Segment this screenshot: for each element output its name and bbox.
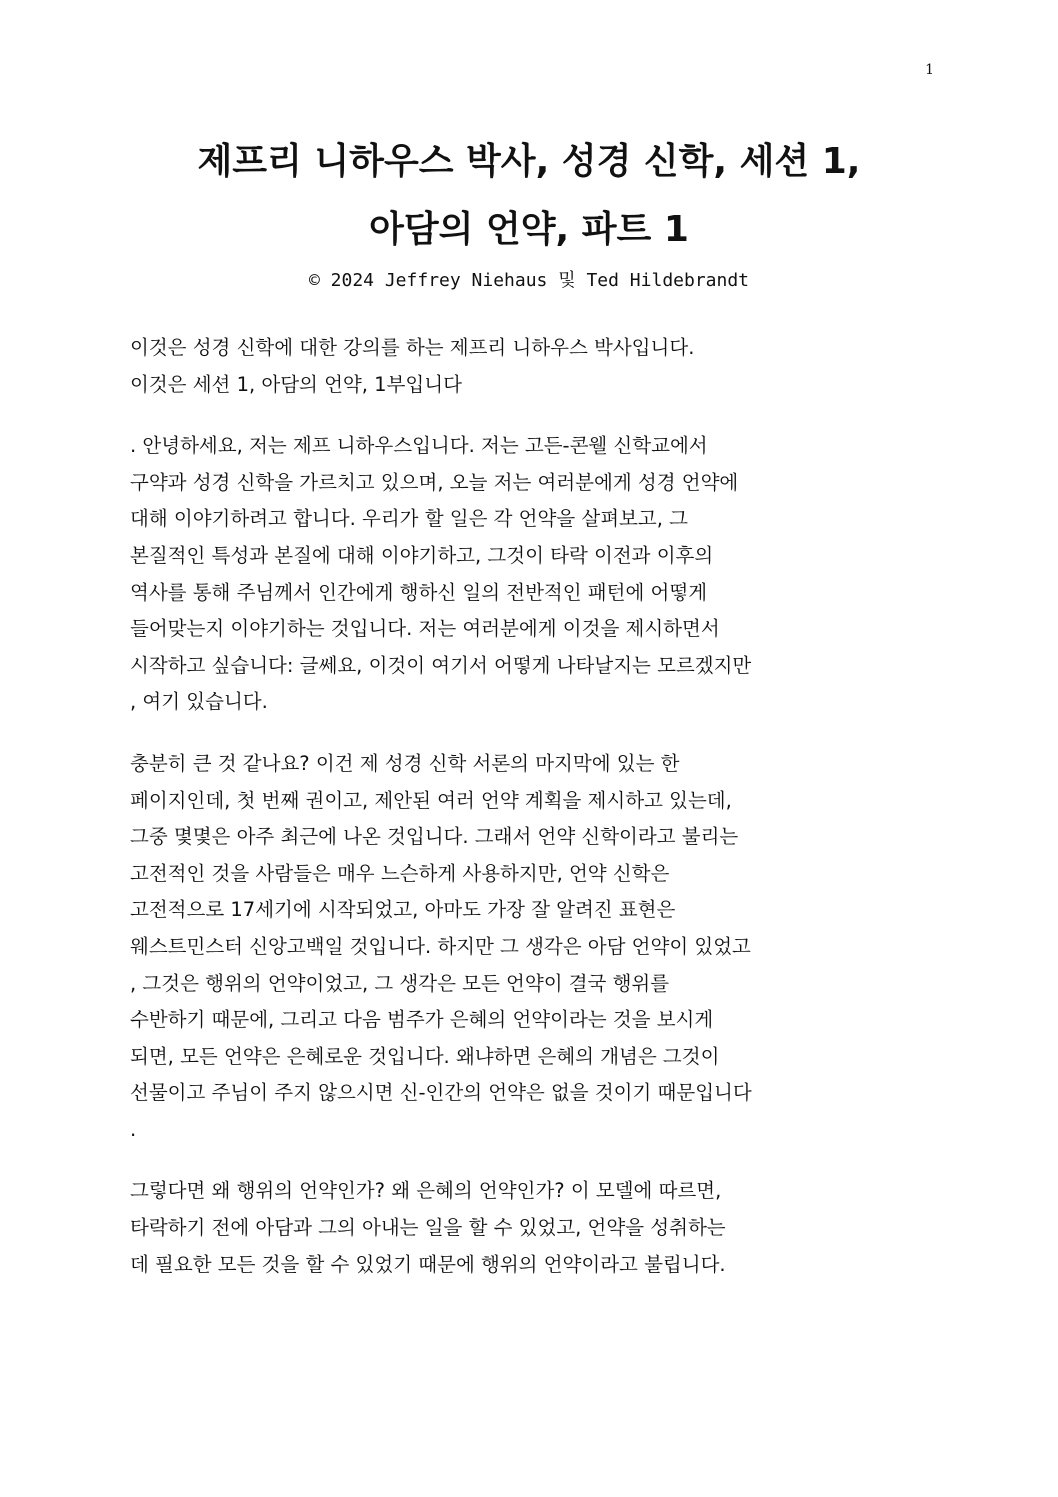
text-line: , 그것은 행위의 언약이었고, 그 생각은 모든 언약이 결국 행위를	[130, 971, 670, 995]
text-line: 들어맞는지 이야기하는 것입니다. 저는 여러분에게 이것을 제시하면서	[130, 617, 720, 641]
paragraph	[130, 746, 930, 1149]
text-line: 웨스트민스터 신앙고백일 것입니다. 하지만 그 생각은 아담 언약이 있었고	[130, 934, 751, 958]
text-line: 충분히 큰 것 같나요? 이건 제 성경 신학 서론의 마지막에 있는 한	[130, 751, 680, 775]
page-title	[0, 128, 1058, 264]
text-line: 이것은 성경 신학에 대한 강의를 하는 제프리 니하우스 박사입니다.	[130, 336, 695, 359]
text-line: .	[130, 1117, 137, 1141]
text-line: 선물이고 주님이 주지 않으시면 신-인간의 언약은 없을 것이기 때문입니다	[130, 1081, 752, 1105]
text-line: 되면, 모든 언약은 은혜로운 것입니다. 왜냐하면 은혜의 개념은 그것이	[130, 1044, 720, 1068]
paragraph	[130, 1173, 930, 1283]
page-number: 1	[925, 62, 934, 78]
title-line-1: 제프리 니하우스 박사, 성경 신학, 세션 1,	[197, 141, 861, 182]
title-line-2: 아담의 언약, 파트 1	[369, 209, 689, 250]
text-line: 그중 몇몇은 아주 최근에 나온 것입니다. 그래서 언약 신학이라고 불리는	[130, 825, 739, 849]
copyright-notice: © 2024 Jeffrey Niehaus 및 Ted Hildebrandt	[308, 270, 750, 291]
text-line: 수반하기 때문에, 그리고 다음 범주가 은혜의 언약이라는 것을 보시게	[130, 1008, 714, 1032]
paragraph	[130, 330, 930, 403]
text-line: . 안녕하세요, 저는 제프 니하우스입니다. 저는 고든-콘웰 신학교에서	[130, 434, 708, 458]
text-line: 대해 이야기하려고 합니다. 우리가 할 일은 각 언약을 살펴보고, 그	[130, 507, 688, 531]
text-line: 고전적인 것을 사람들은 매우 느슨하게 사용하지만, 언약 신학은	[130, 861, 670, 885]
text-line: 타락하기 전에 아담과 그의 아내는 일을 할 수 있었고, 언약을 성취하는	[130, 1216, 726, 1240]
text-line: 데 필요한 모든 것을 할 수 있었기 때문에 행위의 언약이라고 불립니다.	[130, 1252, 726, 1276]
text-line: 페이지인데, 첫 번째 권이고, 제안된 여러 언약 계획을 제시하고 있는데,	[130, 788, 732, 812]
text-line: , 여기 있습니다.	[130, 690, 268, 714]
text-line: 역사를 통해 주님께서 인간에게 행하신 일의 전반적인 패턴에 어떻게	[130, 580, 708, 604]
document-body	[130, 330, 930, 1308]
text-line: 시작하고 싶습니다: 글쎄요, 이것이 여기서 어떻게 나타날지는 모르겠지만	[130, 653, 752, 677]
text-line: 이것은 세션 1, 아담의 언약, 1부입니다	[130, 372, 462, 396]
text-line: 본질적인 특성과 본질에 대해 이야기하고, 그것이 타락 이전과 이후의	[130, 543, 714, 567]
text-line: 구약과 성경 신학을 가르치고 있으며, 오늘 저는 여러분에게 성경 언약에	[130, 470, 739, 494]
paragraph	[130, 428, 930, 721]
text-line: 그렇다면 왜 행위의 언약인가? 왜 은혜의 언약인가? 이 모델에 따르면,	[130, 1179, 722, 1203]
text-line: 고전적으로 17세기에 시작되었고, 아마도 가장 잘 알려진 표현은	[130, 898, 676, 922]
